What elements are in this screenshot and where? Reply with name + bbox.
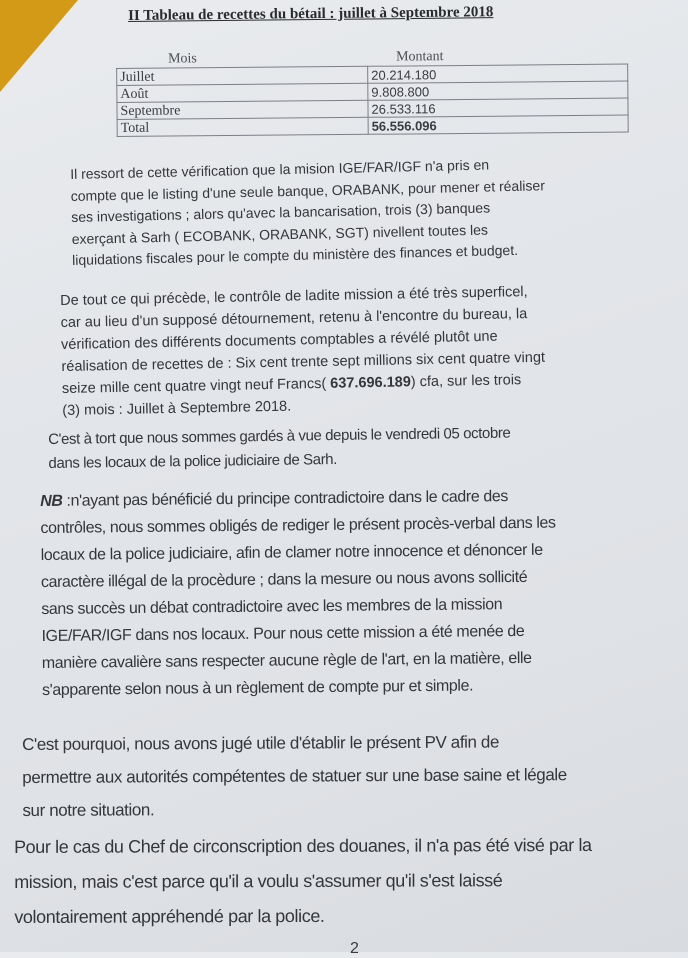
text-line: s'apparente selon nous à un règlement de compte pur et simple. bbox=[42, 677, 474, 699]
amount-bold: 637.696.189 bbox=[330, 374, 412, 392]
text-line: sur notre situation. bbox=[22, 800, 155, 820]
nb-label: NB bbox=[40, 492, 63, 510]
text-line: manière cavalière sans respecter aucune règle de l'art, en la matière, elle bbox=[41, 649, 532, 672]
text-line: compte que le listing d'une seule banque, ORABANK, pour mener et réaliser bbox=[70, 176, 546, 204]
text-line: mission, mais c'est parce qu'il a voulu s'assumer qu'il s'est laissé bbox=[14, 870, 503, 892]
text-line: dans les locaux de la police judiciaire de Sarh. bbox=[48, 450, 338, 472]
text-fragment: :n'ayant pas bénéficié du principe contradictoire dans le cadre des bbox=[62, 488, 509, 510]
paragraph-controle bbox=[60, 281, 546, 422]
text-line: Pour le cas du Chef de circonscription des douanes, il n'a pas été visé par la bbox=[14, 834, 592, 857]
section-title: II Tableau de recettes du bétail : juillet à Septembre 2018 bbox=[128, 4, 494, 24]
text-line: réalisation de recettes de : Six cent trente sept millions six cent quatre vingt bbox=[61, 349, 546, 375]
page-number: 2 bbox=[350, 940, 359, 957]
cell-montant: 26.533.116 bbox=[368, 98, 628, 117]
paragraph-verification bbox=[70, 153, 547, 271]
text-line: IGE/FAR/IGF dans nos locaux. Pour nous cette mission a été menée de bbox=[41, 622, 525, 645]
header-montant: Montant bbox=[395, 49, 444, 65]
paragraph-chef-douanes bbox=[14, 828, 592, 935]
paragraph-pv bbox=[22, 725, 567, 827]
text-line: locaux de la police judiciaire, afin de clamer notre innocence et dénoncer le bbox=[40, 541, 543, 564]
text-line: volontairement appréhendé par la police. bbox=[14, 905, 325, 927]
header-mois: Mois bbox=[167, 51, 197, 67]
table-row-total bbox=[117, 115, 628, 136]
cell-montant-total: 56.556.096 bbox=[368, 115, 628, 134]
text-line: C'est pourquoi, nous avons jugé utile d'établir le présent PV afin de bbox=[22, 732, 500, 754]
text-line: C'est à tort que nous sommes gardés à vue depuis le vendredi 05 octobre bbox=[48, 424, 511, 448]
cell-montant: 20.214.180 bbox=[368, 64, 628, 83]
text-line: liquidations fiscales pour le compte du ministère des finances et budget. bbox=[71, 241, 519, 268]
cell-montant: 9.808.800 bbox=[368, 81, 628, 100]
text-line: car au lieu d'un supposé détournement, retenu à l'encontre du bureau, la bbox=[60, 306, 528, 331]
text-line: permettre aux autorités compétentes de statuer sur une base saine et légale bbox=[22, 765, 567, 787]
cell-mois: Août bbox=[117, 83, 368, 102]
text-line: contrôles, nous sommes obligés de rediger le présent procès-verbal dans les bbox=[40, 514, 556, 537]
text-line: sans succès un débat contradictoire avec les membres de la mission bbox=[41, 596, 503, 618]
cell-mois-total: Total bbox=[117, 117, 368, 136]
text-fragment: ) cfa, sur les trois bbox=[410, 372, 522, 391]
text-line: ses investigations ; alors qu'avec la bancarisation, trois (3) banques bbox=[71, 199, 491, 225]
text-line: Il ressort de cette vérification que la mision IGE/FAR/IGF n'a pris en bbox=[70, 156, 490, 182]
recettes-table bbox=[116, 48, 629, 137]
paragraph-nb bbox=[40, 483, 557, 704]
recettes-table-body bbox=[116, 64, 629, 137]
paragraph-garde-a-vue bbox=[48, 422, 511, 476]
text-line: caractère illégal de la procèdure ; dans la mesure ou nous avons sollicité bbox=[40, 568, 528, 591]
text-line: De tout ce qui précède, le contrôle de ladite mission a été très superficel, bbox=[60, 284, 528, 309]
text-line: (3) mois : Juillet à Septembre 2018. bbox=[62, 398, 292, 419]
cell-mois: Juillet bbox=[117, 66, 368, 85]
text-line: vérification des différents documents comptables a révélé plutôt une bbox=[60, 328, 498, 353]
cell-mois: Septembre bbox=[117, 100, 368, 119]
text-fragment: seize mille cent quatre vingt neuf Francs( bbox=[61, 375, 331, 397]
text-line: exerçant à Sarh ( ECOBANK, ORABANK, SGT) nivellent toutes les bbox=[71, 221, 489, 247]
